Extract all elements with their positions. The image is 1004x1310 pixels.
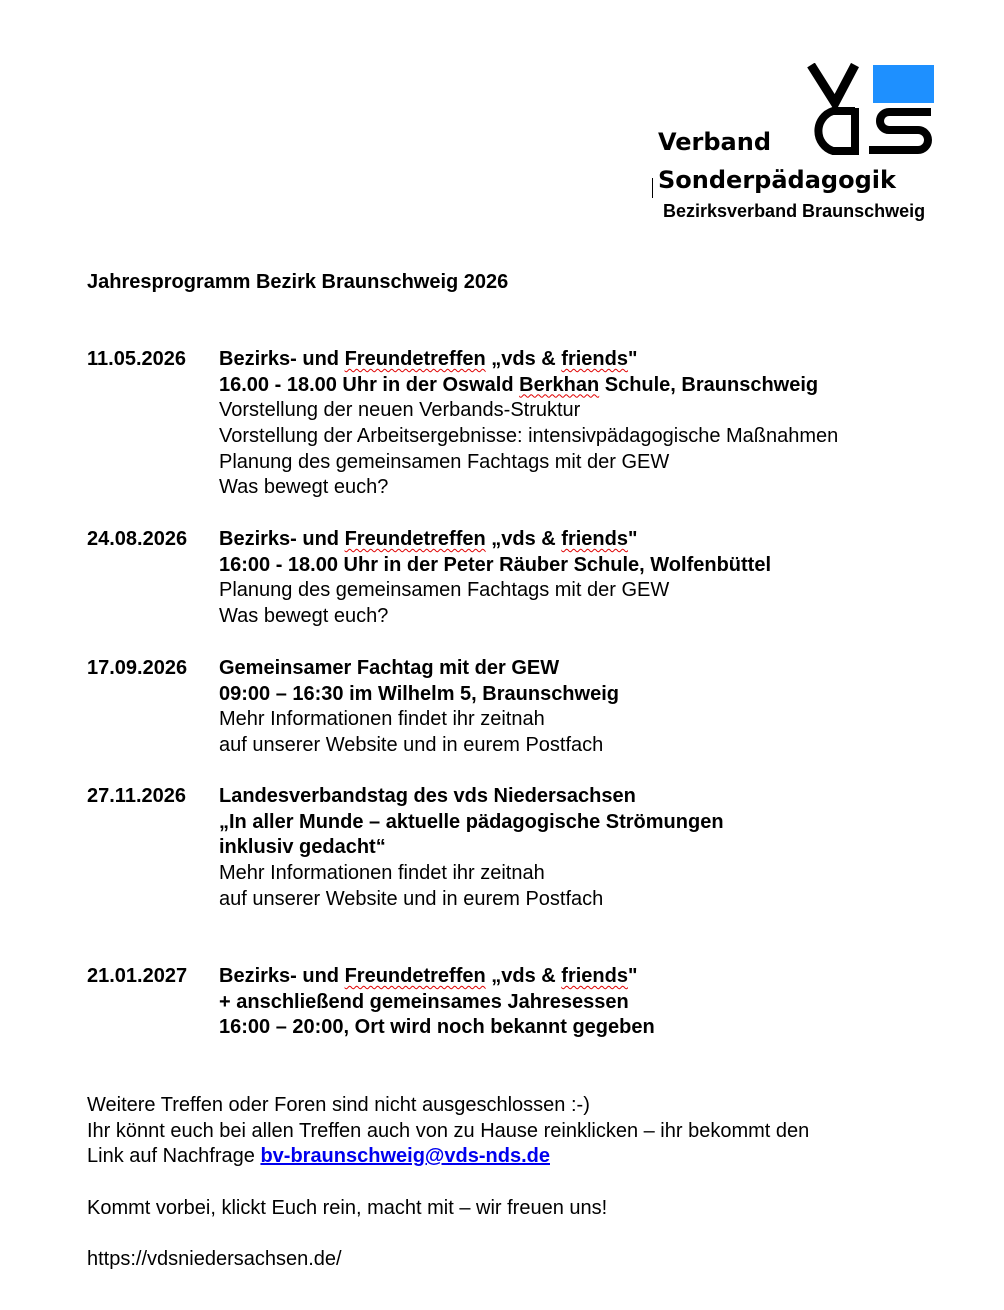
event-line: Landesverbandstag des vds Niedersachsen — [219, 785, 636, 807]
event-line: 16.00 - 18.00 Uhr in der Oswald Berkhan Schule, Braunschweig — [219, 373, 819, 396]
footer-note: Weitere Treffen oder Foren sind nicht ausgeschlossen :-) — [87, 1094, 590, 1116]
event-line: auf unserer Website und in eurem Postfach — [219, 734, 604, 757]
footer — [87, 1093, 809, 1273]
footer-invite: Kommt vorbei, klickt Euch rein, macht mit – wir freuen uns! — [87, 1196, 608, 1219]
event-line: 16:00 – 20:00, Ort wird noch bekannt gegeben — [219, 1016, 655, 1039]
event-line: Planung des gemeinsamen Fachtags mit der GEW — [219, 579, 670, 602]
event-line: Mehr Informationen findet ihr zeitnah — [219, 862, 545, 885]
event-line: Mehr Informationen findet ihr zeitnah — [219, 708, 545, 731]
event-date: 21.01.2027 — [87, 965, 188, 987]
cursor-mark — [652, 178, 653, 198]
event-line: Planung des gemeinsamen Fachtags mit der GEW — [219, 450, 670, 473]
logo-bezirksverband: Bezirksverband Braunschweig — [663, 201, 926, 221]
footer-link-prefix: Link auf Nachfrage — [87, 1145, 261, 1168]
vds-logo-mark — [805, 63, 937, 157]
event-line: inklusiv gedacht“ — [219, 836, 386, 859]
event-line: Bezirks- und Freundetreffen „vds & friends" — [219, 348, 638, 370]
event-line: Was bewegt euch? — [219, 605, 389, 628]
event-line: Gemeinsamer Fachtag mit der GEW — [219, 657, 560, 679]
event-line: „In aller Munde – aktuelle pädagogische Strömungen — [219, 810, 724, 833]
event-line: Was bewegt euch? — [219, 476, 389, 499]
event-line: Vorstellung der neuen Verbands-Struktur — [219, 399, 581, 422]
event-details — [219, 527, 771, 630]
event-details — [219, 784, 724, 912]
website-url[interactable]: https://vdsniedersachsen.de/ — [87, 1248, 342, 1271]
email-link[interactable]: bv-braunschweig@vds-nds.de — [260, 1145, 550, 1168]
event-line: auf unserer Website und in eurem Postfach — [219, 887, 604, 910]
event-line: + anschließend gemeinsames Jahresessen — [219, 990, 629, 1013]
event-date: 11.05.2026 — [87, 348, 186, 370]
page-title: Jahresprogramm Bezirk Braunschweig 2026 — [87, 271, 509, 293]
event-date: 27.11.2026 — [87, 785, 186, 807]
event-date: 17.09.2026 — [87, 657, 188, 679]
logo-verband: Verband — [658, 128, 772, 156]
event-details — [219, 964, 655, 1041]
event-line: Vorstellung der Arbeitsergebnisse: intensivpädagogische Maßnahmen — [219, 425, 839, 448]
event-details — [219, 656, 619, 759]
event-line: 16:00 - 18.00 Uhr in der Peter Räuber Schule, Wolfenbüttel — [219, 553, 772, 576]
footer-remote: Ihr könnt euch bei allen Treffen auch von zu Hause reinklicken – ihr bekommt den — [87, 1119, 810, 1142]
event-line: Bezirks- und Freundetreffen „vds & friends" — [219, 528, 638, 550]
event-details — [219, 347, 838, 501]
logo-sonderpaedagogik: Sonderpädagogik — [658, 166, 896, 194]
event-line: Bezirks- und Freundetreffen „vds & friends" — [219, 965, 638, 987]
event-date: 24.08.2026 — [87, 528, 188, 550]
event-line: 09:00 – 16:30 im Wilhelm 5, Braunschweig — [219, 682, 619, 705]
